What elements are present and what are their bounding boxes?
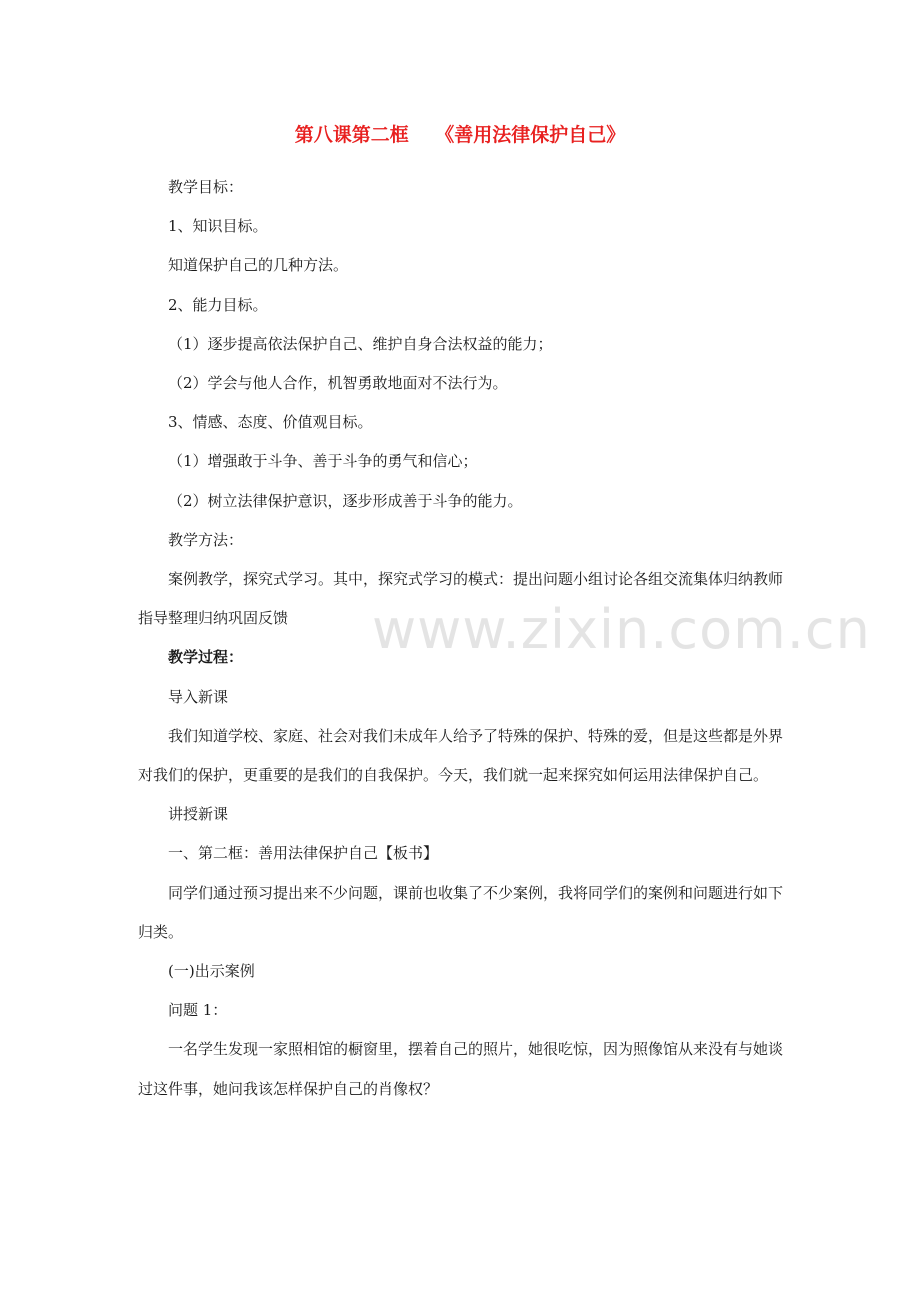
question-1-text: 一名学生发现一家照相馆的橱窗里，摆着自己的照片，她很吃惊，因为照像馆从来没有与她谈过这件事，她问我该怎样保护自己的肖像权？: [138, 1040, 784, 1098]
goal-knowledge: 1、知识目标。: [168, 217, 268, 236]
goal-knowledge-detail: 知道保护自己的几种方法。: [168, 256, 349, 275]
goal-attitude-item-2: （2）树立法律保护意识，逐步形成善于斗争的能力。: [168, 491, 523, 510]
heading-intro: 导入新课: [168, 687, 229, 706]
intro-text: 我们知道学校、家庭、社会对我们未成年人给予了特殊的保护、特殊的爱，但是这些都是外界对我们的保护，更重要的是我们的自我保护。今天，我们就一起来探究如何运用法律保护自己。: [138, 726, 784, 785]
heading-teaching-process: 教学过程：: [168, 648, 244, 667]
section-one-heading: 一、第二框：善用法律保护自己【板书】: [168, 844, 439, 863]
teaching-methods-text: 案例教学，探究式学习。其中，探究式学习的模式：提出问题小组讨论各组交流集体归纳教师指导整理归纳巩固反馈: [138, 570, 784, 628]
question-1-label: 问题 1：: [168, 1001, 228, 1020]
watermark: www.zixin.com.cn: [372, 598, 871, 661]
document-title: 第八课第二框 《善用法律保护自己》: [294, 124, 626, 146]
document-body: [138, 168, 784, 1109]
goal-attitude: 3、情感、态度、价值观目标。: [168, 413, 373, 432]
goal-ability-item-1: （1）逐步提高依法保护自己、维护自身合法权益的能力；: [168, 334, 553, 353]
show-cases-heading: (一)出示案例: [168, 962, 255, 981]
goal-ability-item-2: （2）学会与他人合作，机智勇敢地面对不法行为。: [168, 374, 508, 393]
heading-new-lesson: 讲授新课: [168, 805, 229, 824]
section-one-text: 同学们通过预习提出来不少问题，课前也收集了不少案例，我将同学们的案例和问题进行如下归类。: [138, 883, 784, 941]
heading-teaching-methods: 教学方法：: [168, 530, 244, 549]
goal-attitude-item-1: （1）增强敢于斗争、善于斗争的勇气和信心；: [168, 452, 478, 471]
heading-teaching-goals: 教学目标：: [168, 178, 244, 196]
goal-ability: 2、能力目标。: [168, 295, 268, 314]
